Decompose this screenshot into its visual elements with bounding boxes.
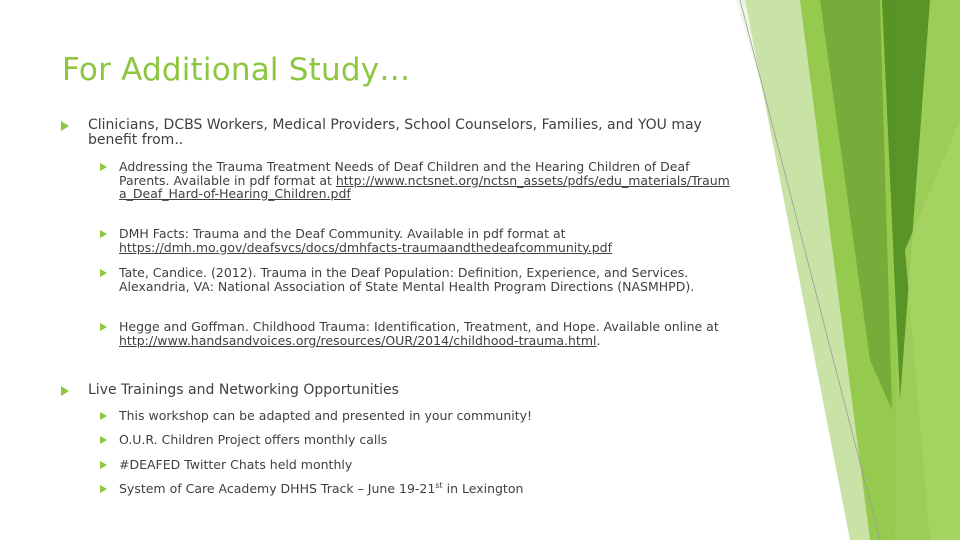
diamond-bullet-icon <box>100 323 107 331</box>
diamond-bullet-icon <box>100 436 107 444</box>
diamond-bullet-icon <box>100 412 107 420</box>
list-item <box>119 409 731 423</box>
list-item-text: Hegge and Goffman. Childhood Trauma: Identification, Treatment, and Hope. Available online at <box>119 319 719 334</box>
list-item-text: This workshop can be adapted and presented in your community! <box>119 408 533 423</box>
list-item <box>119 433 731 447</box>
list-item <box>119 227 731 254</box>
list-item-text: Tate, Candice. (2012). Trauma in the Deaf Population: Definition, Experience, and Services. Alexandria, VA: National Association of State Mental Health Program Directions (NASMHPD). <box>119 265 695 294</box>
diamond-bullet-icon <box>100 269 107 277</box>
section-heading-text: Live Trainings and Networking Opportunities <box>88 382 399 398</box>
diamond-bullet-icon <box>100 230 107 238</box>
list-item-suffix: . <box>596 332 601 348</box>
slide-title: For Additional Study… <box>62 52 411 88</box>
facet-mid <box>820 0 892 410</box>
facet-dark <box>882 0 930 400</box>
list-item <box>119 320 731 347</box>
list-item <box>119 160 731 201</box>
dmh-pdf-link[interactable]: https://dmh.mo.gov/deafsvcs/docs/dmhfacts-traumaandthedeafcommunity.pdf <box>119 239 612 255</box>
diamond-bullet-icon <box>61 121 69 131</box>
list-item <box>119 458 731 472</box>
list-item <box>119 482 731 496</box>
diamond-bullet-icon <box>100 461 107 469</box>
list-item <box>119 266 731 293</box>
list-item-text: System of Care Academy DHHS Track – June 19-21 <box>119 481 436 496</box>
facet-line <box>740 0 880 540</box>
ordinal-suffix: st <box>435 480 443 490</box>
list-item-text: O.U.R. Children Project offers monthly calls <box>119 432 388 447</box>
diamond-bullet-icon <box>100 485 107 493</box>
facet-light <box>745 0 900 540</box>
list-item-suffix: in Lexington <box>442 481 524 496</box>
facet-pale <box>736 0 960 540</box>
handsandvoices-link[interactable]: http://www.handsandvoices.org/resources/OUR/2014/childhood-trauma.html <box>119 332 597 348</box>
list-item-text: DMH Facts: Trauma and the Deaf Community. Available in pdf format at <box>119 226 566 241</box>
section-heading-trainings <box>88 383 738 398</box>
facet-green <box>800 0 960 540</box>
diamond-bullet-icon <box>61 386 69 396</box>
section-heading-text: Clinicians, DCBS Workers, Medical Providers, School Counselors, Families, and YOU may benefit from.. <box>88 117 702 148</box>
nctsn-pdf-link[interactable]: http://www.nctsnet.org/nctsn_assets/pdfs/edu_materials/Trauma_Deaf_Hard-of-Hearing_Children.pdf <box>119 172 730 201</box>
list-item-text: Addressing the Trauma Treatment Needs of Deaf Children and the Hearing Children of Deaf Parents. Available in pdf format at <box>119 159 690 188</box>
diamond-bullet-icon <box>100 163 107 171</box>
list-item-text: #DEAFED Twitter Chats held monthly <box>119 457 353 472</box>
section-heading-audience <box>88 118 738 148</box>
facet-lower <box>905 120 960 540</box>
